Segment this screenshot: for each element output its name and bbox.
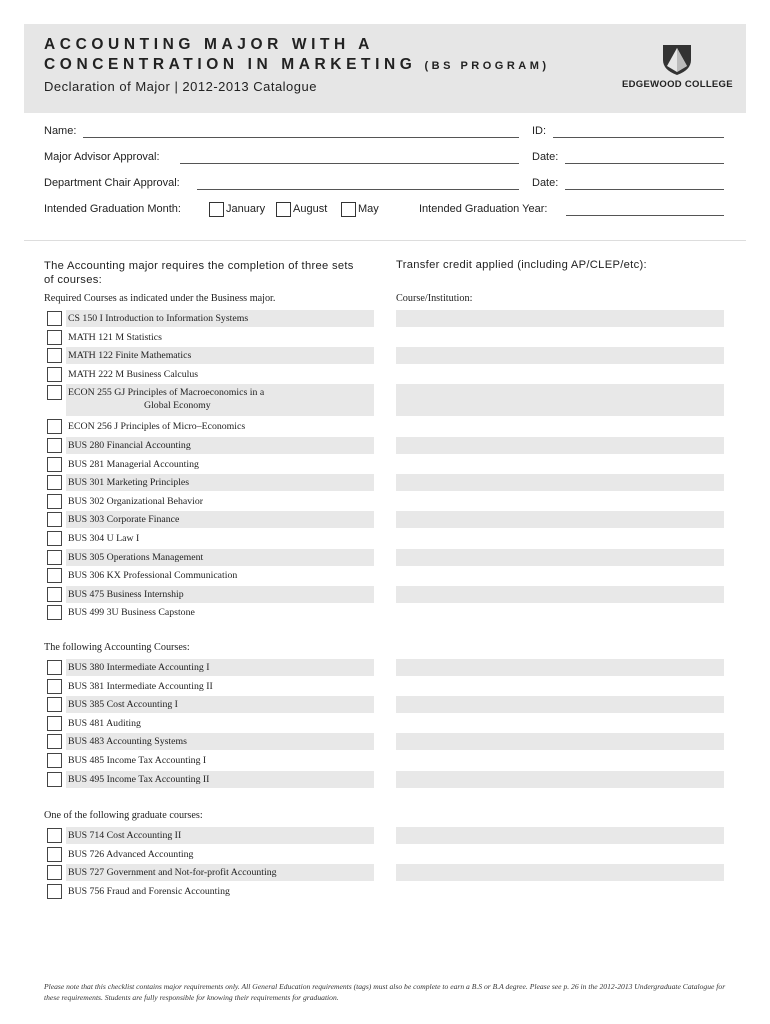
course-checkbox[interactable]: [47, 660, 62, 675]
course-checkbox[interactable]: [47, 348, 62, 363]
course-label: BUS 714 Cost Accounting II: [68, 830, 182, 841]
transfer-credit-field[interactable]: [396, 384, 724, 416]
course-row: [66, 752, 374, 769]
course-row: [66, 696, 374, 713]
course-row: [66, 846, 374, 863]
course-checkbox[interactable]: [47, 311, 62, 326]
id-field[interactable]: [553, 137, 724, 138]
course-row: [66, 418, 374, 435]
august-checkbox[interactable]: [276, 202, 291, 217]
course-label: BUS 495 Income Tax Accounting II: [68, 773, 210, 785]
transfer-credit-field[interactable]: [396, 511, 724, 528]
course-label: BUS 306 KX Professional Communication: [68, 570, 238, 582]
course-label: BUS 380 Intermediate Accounting I: [68, 662, 210, 673]
course-row: [66, 604, 374, 621]
course-checkbox[interactable]: [47, 753, 62, 768]
course-label: BUS 475 Business Internship: [68, 588, 184, 600]
course-checkbox[interactable]: [47, 385, 62, 400]
grad-year-label: Intended Graduation Year:: [419, 203, 548, 215]
course-checkbox[interactable]: [47, 367, 62, 382]
course-row: [66, 384, 374, 416]
course-label: ECON 255 GJ Principles of Macroeconomics in a: [68, 387, 265, 399]
course-row: [66, 437, 374, 454]
page-title: [44, 35, 550, 76]
transfer-credit-field[interactable]: [396, 474, 724, 491]
advisor-field[interactable]: [180, 163, 519, 164]
transfer-credit-field[interactable]: [396, 347, 724, 364]
course-row: [66, 347, 374, 364]
course-label: BUS 302 Organizational Behavior: [68, 495, 204, 507]
course-label: BUS 280 Financial Accounting: [68, 440, 191, 451]
course-checkbox[interactable]: [47, 605, 62, 620]
course-label: BUS 727 Government and Not-for-profit Accounting: [68, 867, 277, 879]
course-row: [66, 310, 374, 327]
course-row: [66, 530, 374, 547]
transfer-credit-field[interactable]: [396, 659, 724, 676]
course-row: [66, 549, 374, 566]
course-label: BUS 281 Managerial Accounting: [68, 458, 199, 470]
footer-note: Please note that this checklist contains major requirements only. All General Education requirements (tags) must also be complete to earn a B.S or B.A degree. Please see p. 26 in the 2012-2013 Undergraduate Catalogue for these requirements. Students are fully responsible for knowing their requirements for graduation.: [44, 982, 726, 1002]
course-checkbox[interactable]: [47, 475, 62, 490]
may-checkbox[interactable]: [341, 202, 356, 217]
course-row: [66, 864, 374, 881]
course-label: BUS 756 Fraud and Forensic Accounting: [68, 885, 230, 897]
course-checkbox[interactable]: [47, 865, 62, 880]
required-heading: Required Courses as indicated under the Business major.: [44, 293, 276, 304]
logo-text: EDGEWOOD COLLEGE: [622, 79, 733, 90]
transfer-credit-field[interactable]: [396, 696, 724, 713]
transfer-credit-field[interactable]: [396, 771, 724, 788]
course-label: BUS 304 U Law I: [68, 533, 140, 544]
january-checkbox[interactable]: [209, 202, 224, 217]
course-checkbox[interactable]: [47, 884, 62, 899]
chair-date-label: Date:: [532, 177, 559, 189]
course-row: [66, 366, 374, 383]
course-label-continued: Global Economy: [144, 400, 211, 412]
course-checkbox[interactable]: [47, 512, 62, 527]
course-checkbox[interactable]: [47, 568, 62, 583]
title-program: (BS PROGRAM): [424, 60, 550, 72]
course-label: CS 150 I Introduction to Information Systems: [68, 313, 249, 324]
name-field[interactable]: [83, 137, 519, 138]
january-label: January: [226, 203, 266, 215]
transfer-credit-field[interactable]: [396, 864, 724, 881]
college-logo: [622, 42, 732, 90]
id-label: ID:: [532, 125, 547, 137]
course-row: [66, 883, 374, 900]
advisor-date-label: Date:: [532, 151, 559, 163]
advisor-label: Major Advisor Approval:: [44, 151, 160, 163]
course-checkbox[interactable]: [47, 587, 62, 602]
course-row: [66, 456, 374, 473]
title-line-1: ACCOUNTING MAJOR WITH A: [44, 36, 374, 53]
course-row: [66, 586, 374, 603]
title-line-2: CONCENTRATION IN MARKETING: [44, 56, 417, 73]
course-label: MATH 121 M Statistics: [68, 331, 162, 343]
course-label: ECON 256 J Principles of Micro–Economics: [68, 421, 246, 433]
course-label: MATH 222 M Business Calculus: [68, 368, 199, 380]
course-checkbox[interactable]: [47, 494, 62, 509]
course-checkbox[interactable]: [47, 330, 62, 345]
course-row: [66, 771, 374, 788]
accounting-heading: The following Accounting Courses:: [44, 642, 190, 653]
course-row: [66, 493, 374, 510]
transfer-title: Transfer credit applied (including AP/CLEP/etc):: [396, 259, 647, 271]
course-checkbox[interactable]: [47, 531, 62, 546]
intro-text: The Accounting major requires the completion of three sets of courses:: [44, 260, 354, 286]
course-institution-heading: Course/Institution:: [396, 293, 473, 304]
course-row: [66, 474, 374, 491]
course-label: MATH 122 Finite Mathematics: [68, 350, 192, 362]
chair-field[interactable]: [197, 189, 519, 190]
chair-label: Department Chair Approval:: [44, 177, 180, 189]
grad-month-label: Intended Graduation Month:: [44, 203, 181, 215]
course-row: [66, 827, 374, 844]
transfer-credit-field[interactable]: [396, 310, 724, 327]
course-checkbox[interactable]: [47, 734, 62, 749]
transfer-credit-field[interactable]: [396, 549, 724, 566]
page-subtitle: Declaration of Major | 2012-2013 Catalogue: [44, 79, 317, 94]
course-checkbox[interactable]: [47, 772, 62, 787]
grad-year-field[interactable]: [566, 215, 724, 216]
course-checkbox[interactable]: [47, 679, 62, 694]
course-checkbox[interactable]: [47, 419, 62, 434]
transfer-credit-field[interactable]: [396, 586, 724, 603]
name-label: Name:: [44, 125, 77, 137]
course-checkbox[interactable]: [47, 828, 62, 843]
shield-icon: [660, 42, 694, 76]
course-label: BUS 726 Advanced Accounting: [68, 848, 194, 860]
course-row: [66, 511, 374, 528]
advisor-date-field[interactable]: [565, 163, 724, 164]
divider: [24, 240, 746, 241]
course-checkbox[interactable]: [47, 438, 62, 453]
course-checkbox[interactable]: [47, 847, 62, 862]
course-row: [66, 659, 374, 676]
transfer-credit-field[interactable]: [396, 827, 724, 844]
course-label: BUS 381 Intermediate Accounting II: [68, 680, 213, 692]
graduate-heading: One of the following graduate courses:: [44, 810, 203, 821]
header-banner: [24, 24, 746, 113]
course-label: BUS 301 Marketing Principles: [68, 477, 190, 489]
course-label: BUS 485 Income Tax Accounting I: [68, 755, 207, 766]
course-label: BUS 483 Accounting Systems: [68, 736, 187, 748]
course-checkbox[interactable]: [47, 457, 62, 472]
course-row: [66, 715, 374, 732]
chair-date-field[interactable]: [565, 189, 724, 190]
transfer-credit-field[interactable]: [396, 733, 724, 750]
course-label: BUS 385 Cost Accounting I: [68, 699, 178, 711]
course-checkbox[interactable]: [47, 697, 62, 712]
course-label: BUS 481 Auditing: [68, 717, 141, 729]
course-checkbox[interactable]: [47, 716, 62, 731]
august-label: August: [293, 203, 328, 215]
course-row: [66, 567, 374, 584]
course-row: [66, 678, 374, 695]
course-row: [66, 733, 374, 750]
course-row: [66, 329, 374, 346]
may-label: May: [358, 203, 379, 215]
transfer-credit-field[interactable]: [396, 437, 724, 454]
course-checkbox[interactable]: [47, 550, 62, 565]
course-label: BUS 303 Corporate Finance: [68, 514, 180, 526]
course-label: BUS 499 3U Business Capstone: [68, 607, 195, 619]
course-label: BUS 305 Operations Management: [68, 551, 204, 563]
